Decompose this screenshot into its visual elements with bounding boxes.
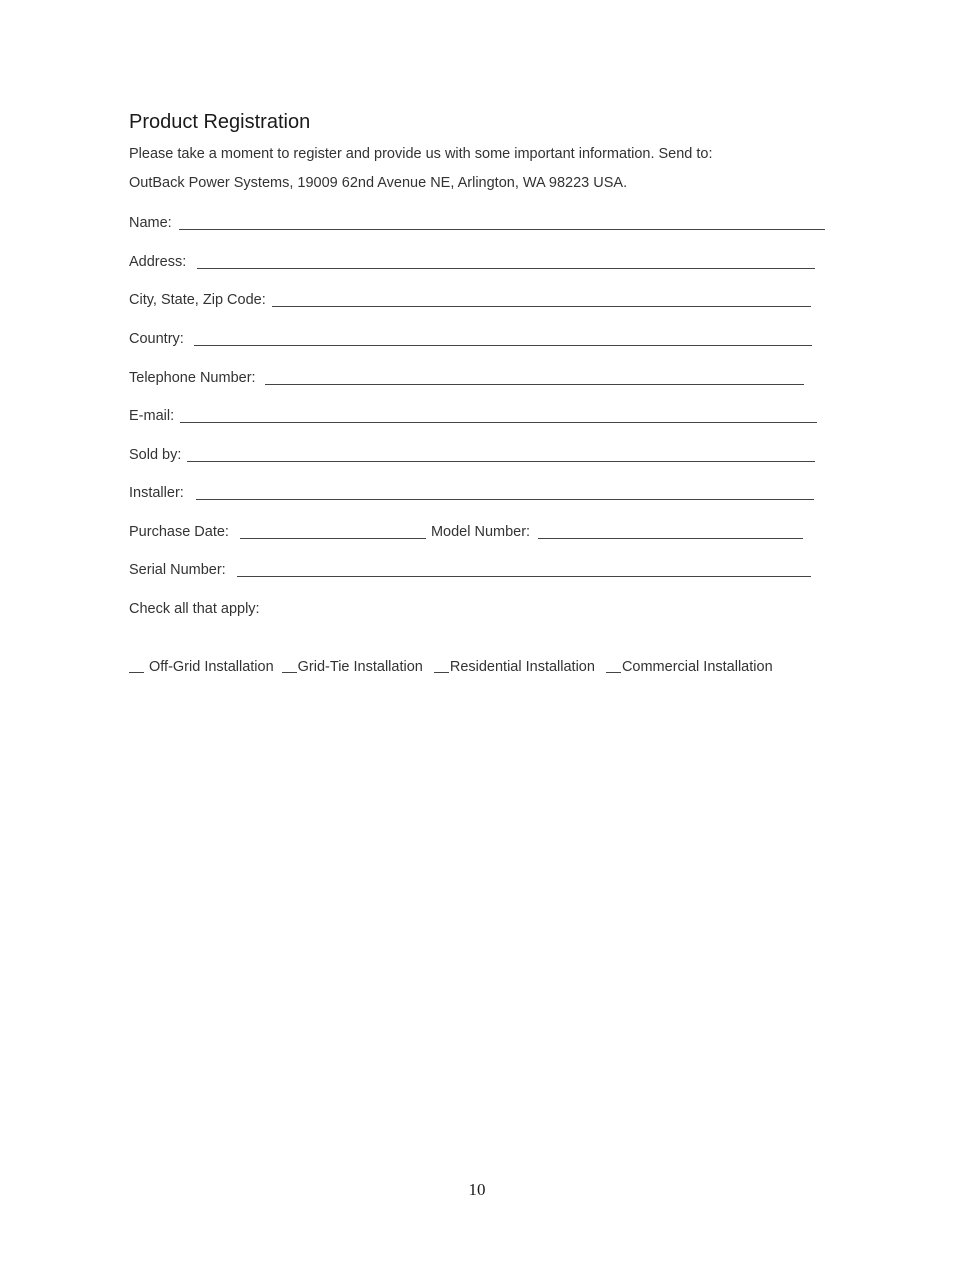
purchase-date-label: Purchase Date:	[129, 524, 229, 540]
serial-number-row	[129, 557, 811, 579]
purchase-model-row	[129, 519, 803, 541]
off-grid-label: Off-Grid Installation	[149, 659, 274, 675]
city-state-zip-label: City, State, Zip Code:	[129, 292, 266, 308]
serial-number-label: Serial Number:	[129, 562, 226, 578]
sold-by-row	[129, 442, 815, 464]
model-number-field[interactable]	[538, 538, 803, 539]
residential-label: Residential Installation	[449, 659, 595, 675]
installer-field[interactable]	[196, 499, 814, 500]
email-label: E-mail:	[129, 408, 175, 424]
city-state-zip-field[interactable]	[272, 306, 811, 307]
grid-tie-label: Grid-Tie Installation	[297, 659, 423, 675]
name-row	[129, 210, 825, 232]
page-number: 10	[468, 1180, 486, 1199]
serial-number-field[interactable]	[237, 576, 811, 577]
sold-by-label: Sold by:	[129, 447, 182, 463]
grid-tie-checkbox[interactable]	[282, 672, 297, 673]
installer-row	[129, 480, 814, 502]
name-label: Name:	[129, 215, 172, 231]
check-prompt-row	[129, 596, 260, 618]
option-off-grid	[129, 659, 274, 675]
country-row	[129, 326, 812, 348]
option-commercial	[606, 659, 773, 675]
address-row	[129, 249, 815, 271]
intro-line-2: OutBack Power Systems, 19009 62nd Avenue NE, Arlington, WA 98223 USA.	[129, 175, 628, 191]
telephone-label: Telephone Number:	[129, 370, 256, 386]
country-field[interactable]	[194, 345, 812, 346]
telephone-row	[129, 365, 804, 387]
commercial-label: Commercial Installation	[621, 659, 773, 675]
country-label: Country:	[129, 331, 184, 347]
telephone-field[interactable]	[265, 384, 804, 385]
purchase-date-field[interactable]	[240, 538, 426, 539]
option-residential	[434, 659, 595, 675]
check-prompt: Check all that apply:	[129, 601, 260, 617]
name-field[interactable]	[179, 229, 825, 230]
email-row	[129, 403, 817, 425]
sold-by-field[interactable]	[187, 461, 815, 462]
address-label: Address:	[129, 254, 187, 270]
off-grid-checkbox[interactable]	[129, 672, 144, 673]
page-title: Product Registration	[129, 111, 311, 133]
installation-type-options	[129, 655, 773, 675]
commercial-checkbox[interactable]	[606, 672, 621, 673]
intro-line-1: Please take a moment to register and provide us with some important information. Send to:	[129, 146, 713, 162]
residential-checkbox[interactable]	[434, 672, 449, 673]
installer-label: Installer:	[129, 485, 184, 501]
model-number-label: Model Number:	[430, 524, 531, 540]
option-grid-tie	[282, 659, 423, 675]
city-state-zip-row	[129, 287, 811, 309]
email-field[interactable]	[180, 422, 817, 423]
address-field[interactable]	[197, 268, 815, 269]
